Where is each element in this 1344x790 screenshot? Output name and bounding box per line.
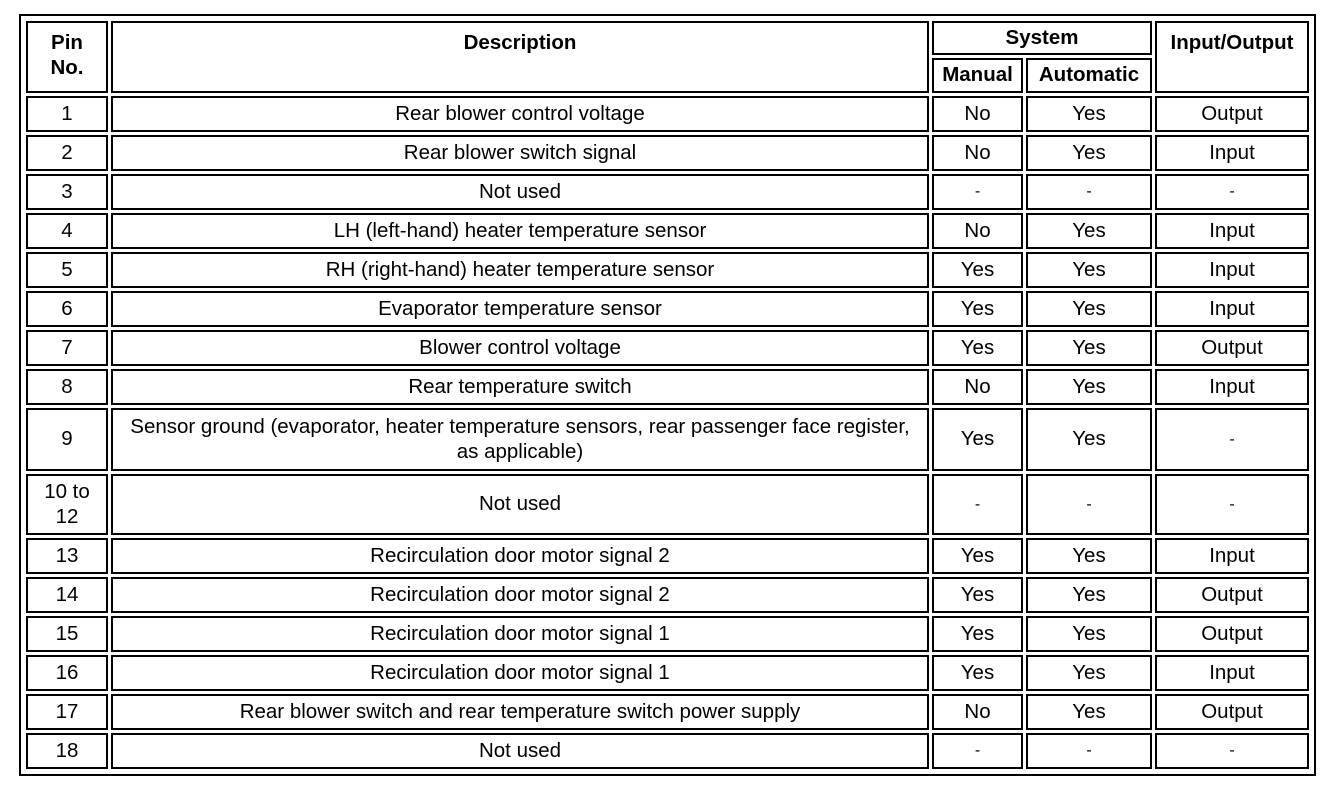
cell-pin: 17	[26, 694, 108, 730]
cell-manual: Yes	[932, 252, 1023, 288]
cell-manual: Yes	[932, 616, 1023, 652]
cell-pin: 9	[26, 408, 108, 471]
cell-manual: Yes	[932, 408, 1023, 471]
cell-pin: 8	[26, 369, 108, 405]
cell-description: LH (left-hand) heater temperature sensor	[111, 213, 929, 249]
cell-automatic: Yes	[1026, 291, 1152, 327]
cell-pin: 13	[26, 538, 108, 574]
cell-description: Recirculation door motor signal 1	[111, 616, 929, 652]
cell-input-output: Input	[1155, 213, 1309, 249]
cell-description: Evaporator temperature sensor	[111, 291, 929, 327]
cell-manual: No	[932, 694, 1023, 730]
cell-manual: -	[932, 733, 1023, 769]
header-description: Description	[111, 21, 929, 93]
cell-manual: No	[932, 96, 1023, 132]
cell-pin: 5	[26, 252, 108, 288]
cell-pin: 6	[26, 291, 108, 327]
cell-manual: No	[932, 213, 1023, 249]
cell-input-output: Input	[1155, 291, 1309, 327]
cell-description: Recirculation door motor signal 1	[111, 655, 929, 691]
cell-pin: 15	[26, 616, 108, 652]
cell-description: Recirculation door motor signal 2	[111, 538, 929, 574]
cell-automatic: Yes	[1026, 252, 1152, 288]
cell-automatic: Yes	[1026, 369, 1152, 405]
cell-automatic: Yes	[1026, 616, 1152, 652]
cell-manual: No	[932, 135, 1023, 171]
cell-input-output: Output	[1155, 577, 1309, 613]
cell-automatic: Yes	[1026, 577, 1152, 613]
cell-automatic: Yes	[1026, 330, 1152, 366]
cell-manual: Yes	[932, 291, 1023, 327]
header-pin-no: Pin No.	[26, 21, 108, 93]
cell-description: Rear blower switch signal	[111, 135, 929, 171]
header-manual: Manual	[932, 58, 1023, 93]
cell-manual: No	[932, 369, 1023, 405]
cell-input-output: -	[1155, 408, 1309, 471]
cell-automatic: Yes	[1026, 694, 1152, 730]
cell-description: RH (right-hand) heater temperature sensor	[111, 252, 929, 288]
cell-manual: Yes	[932, 330, 1023, 366]
cell-description: Not used	[111, 474, 929, 535]
cell-input-output: Output	[1155, 96, 1309, 132]
cell-description: Rear blower switch and rear temperature switch power supply	[111, 694, 929, 730]
cell-pin: 18	[26, 733, 108, 769]
cell-manual: -	[932, 474, 1023, 535]
cell-automatic: Yes	[1026, 135, 1152, 171]
header-system: System	[932, 21, 1152, 55]
cell-description: Rear blower control voltage	[111, 96, 929, 132]
cell-pin: 7	[26, 330, 108, 366]
cell-description: Rear temperature switch	[111, 369, 929, 405]
cell-input-output: -	[1155, 733, 1309, 769]
cell-description: Sensor ground (evaporator, heater temperature sensors, rear passenger face register, as applicable)	[111, 408, 929, 471]
cell-pin: 16	[26, 655, 108, 691]
cell-input-output: Input	[1155, 369, 1309, 405]
cell-manual: Yes	[932, 538, 1023, 574]
cell-pin: 1	[26, 96, 108, 132]
cell-description: Blower control voltage	[111, 330, 929, 366]
cell-automatic: -	[1026, 474, 1152, 535]
cell-description: Recirculation door motor signal 2	[111, 577, 929, 613]
cell-description: Not used	[111, 174, 929, 210]
cell-input-output: Output	[1155, 694, 1309, 730]
cell-pin: 3	[26, 174, 108, 210]
cell-manual: Yes	[932, 577, 1023, 613]
cell-manual: -	[932, 174, 1023, 210]
cell-automatic: Yes	[1026, 213, 1152, 249]
cell-input-output: -	[1155, 474, 1309, 535]
cell-pin: 10 to 12	[26, 474, 108, 535]
cell-automatic: Yes	[1026, 538, 1152, 574]
cell-description: Not used	[111, 733, 929, 769]
cell-input-output: -	[1155, 174, 1309, 210]
cell-input-output: Input	[1155, 538, 1309, 574]
cell-automatic: -	[1026, 733, 1152, 769]
cell-input-output: Input	[1155, 135, 1309, 171]
cell-pin: 2	[26, 135, 108, 171]
cell-input-output: Input	[1155, 252, 1309, 288]
header-input-output: Input/Output	[1155, 21, 1309, 93]
cell-automatic: -	[1026, 174, 1152, 210]
cell-input-output: Output	[1155, 616, 1309, 652]
cell-automatic: Yes	[1026, 96, 1152, 132]
cell-pin: 4	[26, 213, 108, 249]
header-automatic: Automatic	[1026, 58, 1152, 93]
cell-automatic: Yes	[1026, 655, 1152, 691]
cell-automatic: Yes	[1026, 408, 1152, 471]
cell-manual: Yes	[932, 655, 1023, 691]
cell-input-output: Input	[1155, 655, 1309, 691]
cell-pin: 14	[26, 577, 108, 613]
cell-input-output: Output	[1155, 330, 1309, 366]
